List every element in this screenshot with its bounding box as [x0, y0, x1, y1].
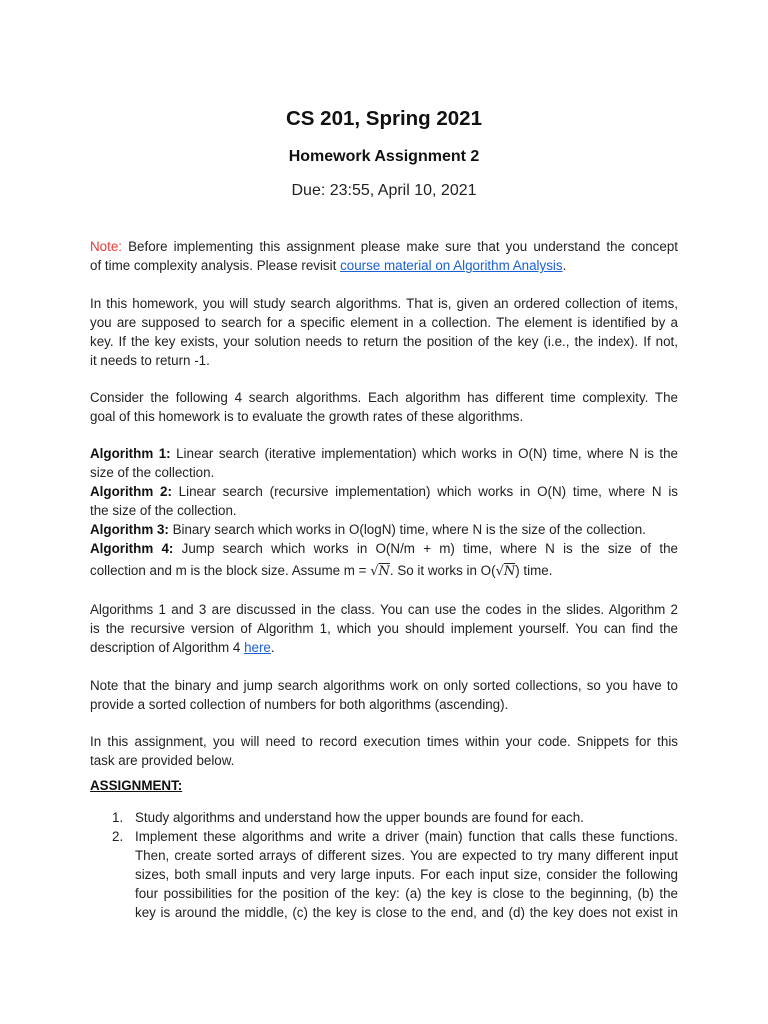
algorithm-1-label: Algorithm 1: [90, 446, 171, 461]
note-paragraph [90, 237, 678, 275]
intro-line: it needs to return -1. [90, 353, 210, 368]
algorithm-3-line-1 [90, 520, 678, 539]
discussed-line: Algorithms 1 and 3 are discussed in the class. You can use the codes in the slides. Algorithm 2 [90, 602, 678, 617]
note-line-1 [90, 237, 678, 256]
course-title: CS 201, Spring 2021 [286, 107, 482, 130]
algorithm-4-description-link[interactable]: here [244, 640, 271, 655]
list-item-line: Study algorithms and understand how the upper bounds are found for each. [135, 810, 584, 825]
intro-line: In this homework, you will study search algorithms. That is, given an ordered collection of items, [90, 296, 678, 311]
algorithm-2-text: Linear search (recursive implementation) which works in O(N) time, where N is [171, 484, 678, 499]
list-item-number: 1. [112, 810, 124, 825]
algorithm-4-line-1 [90, 539, 678, 558]
note-line-2-end: . [562, 258, 567, 273]
consider-line: goal of this homework is to evaluate the growth rates of these algorithms. [90, 409, 524, 424]
discussed-line: is the recursive version of Algorithm 1, which you should implement yourself. You can find the [90, 621, 678, 636]
record-paragraph [90, 732, 678, 770]
list-item-text [135, 808, 678, 827]
sqrt-radicand: N [503, 564, 516, 579]
list-item-number: 2. [112, 829, 124, 844]
note-line-2 [90, 256, 678, 275]
record-line: task are provided below. [90, 753, 235, 768]
due-date: Due: 23:55, April 10, 2021 [291, 182, 477, 199]
discussed-line-3-end: . [270, 640, 275, 655]
note-label: Note: [90, 239, 123, 254]
algorithm-1-text: Linear search (iterative implementation) which works in O(N) time, where N is the [170, 446, 678, 461]
algorithm-4-label: Algorithm 4: [90, 541, 174, 556]
sqrt-symbol: √ [495, 564, 504, 579]
discussed-paragraph [90, 600, 678, 657]
list-item-text [135, 827, 678, 922]
algorithm-2-label: Algorithm 2: [90, 484, 172, 499]
list-item-line: sizes, both small inputs and very large inputs. For each input size, consider the following [135, 867, 678, 882]
sorted-note-line: provide a sorted collection of numbers for both algorithms (ascending). [90, 697, 509, 712]
list-item-line: Implement these algorithms and write a driver (main) function that calls these functions. [135, 829, 678, 844]
algorithm-2-line-1 [90, 482, 678, 501]
sqrt-symbol: √ [370, 564, 379, 579]
intro-line: you are supposed to search for a specific element in a collection. The element is identified by a [90, 315, 678, 330]
algorithm-4-line-2 [90, 561, 678, 580]
consider-paragraph [90, 388, 678, 426]
sorted-note-paragraph [90, 676, 678, 714]
algorithm-4-text: Jump search which works in O(N/m + m) time, where N is the size of the [173, 541, 678, 556]
course-material-link[interactable]: course material on Algorithm Analysis [340, 258, 563, 273]
assignment-heading: ASSIGNMENT: [90, 778, 183, 793]
assignment-title: Homework Assignment 2 [288, 148, 480, 165]
intro-paragraph [90, 294, 678, 370]
algorithm-3-text: Binary search which works in O(logN) time, where N is the size of the collection. [168, 522, 646, 537]
list-item-line: key is around the middle, (c) the key is close to the end, and (d) the key does not exist in [135, 905, 678, 920]
intro-line: key. If the key exists, your solution needs to return the position of the key (i.e., the index). If not, [90, 334, 678, 349]
algorithm-1-line-1 [90, 444, 678, 463]
algorithm-4-text-pre: collection and m is the block size. Assume m = [90, 563, 371, 578]
algorithm-4-text-mid: . So it works in O( [389, 563, 496, 578]
note-line-2-text: of time complexity analysis. Please revisit [90, 258, 341, 273]
consider-line: Consider the following 4 search algorithms. Each algorithm has different time complexity. The [90, 390, 678, 405]
algorithms-list [90, 444, 678, 580]
sqrt-radicand: N [378, 564, 390, 579]
algorithm-2-line-2: the size of the collection. [90, 503, 237, 518]
discussed-line-3-text: description of Algorithm 4 [90, 640, 245, 655]
record-line: In this assignment, you will need to record execution times within your code. Snippets for this [90, 734, 678, 749]
note-line-1-text: Before implementing this assignment please make sure that you understand the concept [122, 239, 678, 254]
list-item-line: Then, create sorted arrays of different sizes. You are expected to try many different input [135, 848, 678, 863]
sqrt-n-formula [370, 564, 390, 579]
list-item-line: four possibilities for the position of the key: (a) the key is close to the beginning, (b) the [135, 886, 678, 901]
algorithm-1-line-2: size of the collection. [90, 465, 215, 480]
algorithm-3-label: Algorithm 3: [90, 522, 169, 537]
sorted-note-line: Note that the binary and jump search algorithms work on only sorted collections, so you have to [90, 678, 678, 693]
discussed-line [90, 638, 678, 657]
sqrt-n-formula [496, 564, 516, 579]
algorithm-4-text-post: ) time. [515, 563, 553, 578]
